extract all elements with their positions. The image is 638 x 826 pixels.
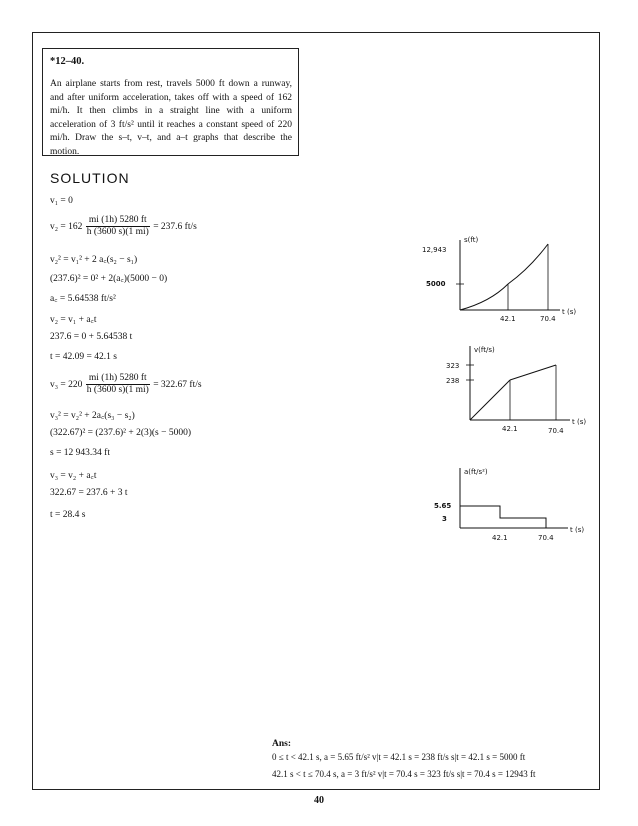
eq-v3 (50, 373, 202, 396)
eq-v3-rhs: = 322.67 ft/s (153, 379, 202, 390)
eq-7: 237.6 = 0 + 5.64538 t (50, 332, 133, 342)
vt-x1: 42.1 (502, 425, 518, 433)
vt-graph (440, 340, 600, 440)
eq-v2 (50, 215, 197, 238)
page-number: 40 (314, 795, 324, 806)
answer-heading: Ans: (272, 739, 292, 749)
st-curve (460, 244, 548, 310)
eq-v3-numerator: mi (1h) 5280 ft (86, 373, 150, 385)
at-x2: 70.4 (538, 534, 554, 542)
st-x1: 42.1 (500, 315, 516, 323)
answer-line-2: 42.1 s < t ≤ 70.4 s, a = 3 ft/s² v|t = 70.4 s = 323 ft/s s|t = 70.4 s = 12943 ft (272, 769, 536, 779)
eq-v2-lhs: v₂ = 162 (50, 221, 83, 232)
eq-v3-lhs: v₃ = 220 (50, 379, 83, 390)
eq-15: t = 28.4 s (50, 510, 86, 520)
vt-y-mid: 238 (446, 377, 460, 385)
eq-14: 322.67 = 237.6 + 3 t (50, 488, 128, 498)
at-step-line (460, 506, 546, 528)
vt-xlabel: t (s) (572, 418, 587, 426)
eq-6: v₂ = v₁ + a꜀t (50, 315, 97, 325)
eq-v3-denominator: h (3600 s)(1 mi) (86, 385, 149, 395)
eq-v2-numerator: mi (1h) 5280 ft (86, 215, 150, 227)
vt-x2: 70.4 (548, 427, 564, 435)
eq-13: v₃ = v₂ + a꜀t (50, 471, 97, 481)
solution-heading: SOLUTION (50, 170, 130, 186)
st-ylabel: s(ft) (464, 236, 479, 244)
eq-v2-fraction (86, 215, 150, 238)
eq-10: v₃² = v₂² + 2a꜀(s₃ − s₂) (50, 411, 135, 421)
problem-statement: An airplane starts from rest, travels 5000 ft down a runway, and after uniform acceleration, takes off with a speed of 162 mi/h. It then climbs in a straight line with a uniform acceleration of 3 ft/s² until it reaches a constant speed of 220 mi/h. Draw the s–t, v–t, and a–t graphs that describe the motion. (50, 79, 292, 157)
at-ylabel: a(ft/s²) (464, 468, 488, 476)
eq-11: (322.67)² = (237.6)² + 2(3)(s − 5000) (50, 428, 192, 438)
vt-segment-1 (470, 380, 510, 420)
st-xlabel: t (s) (562, 308, 577, 316)
eq-12: s = 12 943.34 ft (50, 448, 110, 458)
vt-segment-2 (510, 365, 556, 380)
at-y-top: 5.65 (434, 502, 452, 510)
eq-v2-rhs: = 237.6 ft/s (153, 221, 197, 232)
st-y-top: 12,943 (422, 246, 447, 254)
problem-number: *12–40. (50, 56, 85, 67)
eq-3: v₂² = v₁² + 2 a꜀(s₂ − s₁) (50, 255, 138, 265)
eq-v3-fraction (86, 373, 150, 396)
vt-y-top: 323 (446, 362, 460, 370)
vt-ylabel: v(ft/s) (474, 346, 495, 354)
eq-v1: v₁ = 0 (50, 196, 73, 206)
st-y-mid: 5000 (426, 280, 446, 288)
st-x2: 70.4 (540, 315, 556, 323)
at-x1: 42.1 (492, 534, 508, 542)
st-graph (420, 232, 590, 324)
answer-line-1: 0 ≤ t < 42.1 s, a = 5.65 ft/s² v|t = 42.1 s = 238 ft/s s|t = 42.1 s = 5000 ft (272, 752, 526, 762)
eq-8: t = 42.09 = 42.1 s (50, 352, 117, 362)
eq-v2-denominator: h (3600 s)(1 mi) (86, 227, 149, 237)
eq-5: a꜀ = 5.64538 ft/s² (50, 294, 116, 304)
eq-4: (237.6)² = 0² + 2(a꜀)(5000 − 0) (50, 274, 168, 284)
at-graph (428, 460, 598, 548)
at-y-mid: 3 (442, 515, 447, 523)
at-xlabel: t (s) (570, 526, 585, 534)
